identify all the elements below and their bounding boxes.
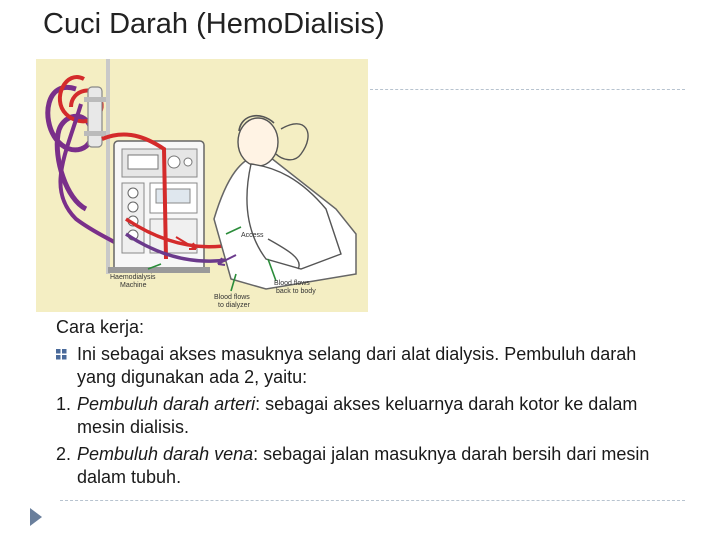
list-text: : sebagai akses keluarnya darah kotor ke dalam mesin dialisis. xyxy=(77,393,638,437)
bullet-square-icon xyxy=(56,349,67,360)
section-heading: Cara kerja: xyxy=(56,317,145,337)
bullet-item xyxy=(56,343,666,390)
label-back-body-1: Blood flows xyxy=(274,280,310,287)
title-divider xyxy=(365,89,685,90)
list-number: 2. xyxy=(56,443,72,464)
slide-title: Cuci Darah (HemoDialisis) xyxy=(43,8,385,40)
footer-divider xyxy=(60,500,685,501)
list-term: Pembuluh darah arteri xyxy=(77,393,256,414)
list-text: : sebagai jalan masuknya darah bersih dari mesin dalam tubuh. xyxy=(77,443,650,487)
slide-body xyxy=(56,316,666,493)
label-machine-2: Machine xyxy=(120,282,147,289)
label-access: Access xyxy=(241,232,264,239)
play-triangle-icon xyxy=(30,508,42,526)
list-number: 1. xyxy=(56,393,72,414)
label-machine-1: Haemodialysis xyxy=(110,274,156,281)
list-term: Pembuluh darah vena xyxy=(77,443,254,464)
label-to-dialyzer-1: Blood flows xyxy=(214,294,250,301)
list-item-vena xyxy=(56,443,666,490)
label-back-body-2: back to body xyxy=(276,288,316,295)
hemodialysis-illustration xyxy=(36,59,368,312)
bullet-text: Ini sebagai akses masuknya selang dari alat dialysis. Pembuluh darah yang digunakan ada 2, yaitu: xyxy=(77,343,637,387)
list-item-arteri xyxy=(56,393,666,440)
label-to-dialyzer-2: to dialyzer xyxy=(218,302,250,309)
